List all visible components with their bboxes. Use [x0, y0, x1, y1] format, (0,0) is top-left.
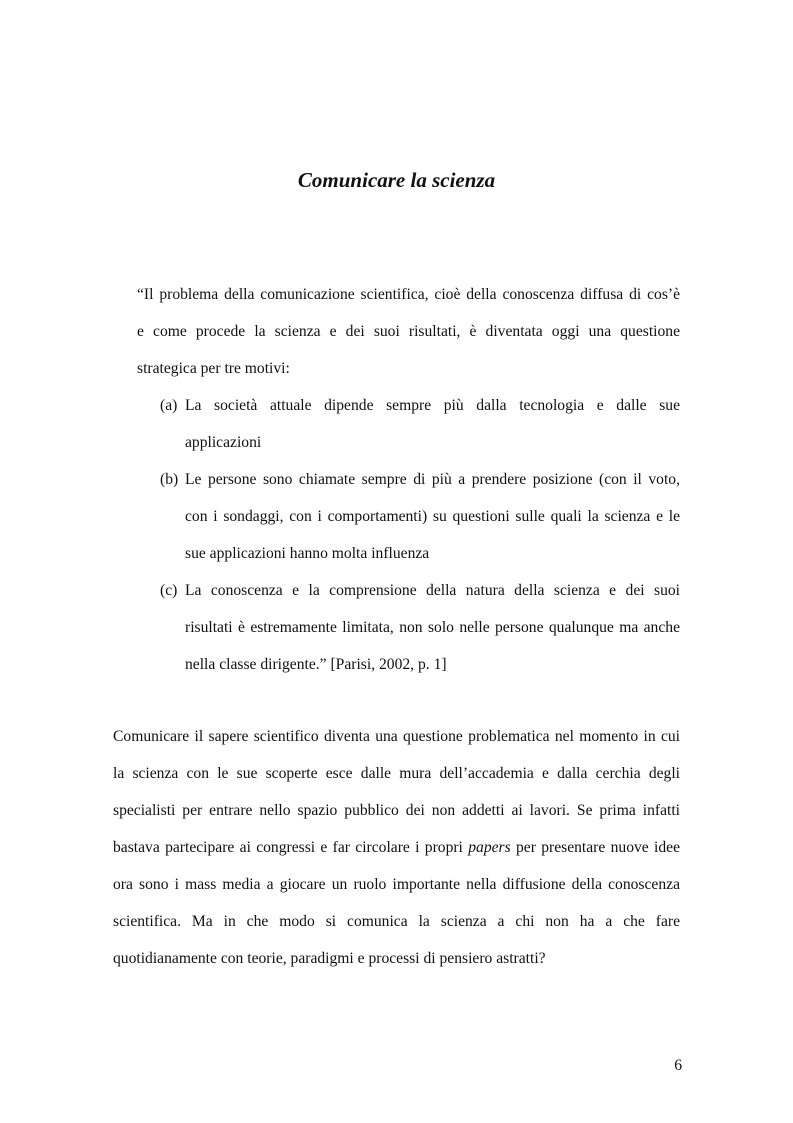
paragraph-line: quotidianamente con teorie, paradigmi e processi di pensiero astratti?	[113, 950, 546, 967]
paragraph-line: specialisti per entrare nello spazio pubblico dei non addetti ai lavori. Se prima infatti	[113, 802, 680, 819]
paragraph-line: Comunicare il sapere scientifico diventa una questione problematica nel momento in cui	[113, 728, 680, 745]
list-item-line: risultati è estremamente limitata, non solo nelle persone qualunque ma anche	[185, 619, 680, 636]
quote-line: e come procede la scienza e dei suoi risultati, è diventata oggi una questione	[137, 323, 680, 340]
list-item-line: applicazioni	[185, 434, 262, 451]
quote-line: “Il problema della comunicazione scientifica, cioè della conoscenza diffusa di cos’è	[137, 286, 680, 303]
list-item-line: con i sondaggi, con i comportamenti) su questioni sulle quali la scienza e le	[185, 508, 680, 525]
page-title: Comunicare la scienza	[297, 168, 496, 192]
paragraph-line: la scienza con le sue scoperte esce dalle mura dell’accademia e dalla cerchia degli	[113, 765, 680, 782]
paragraph-text: bastava partecipare ai congressi e far circolare i propri	[113, 839, 469, 856]
page-number: 6	[674, 1057, 682, 1074]
list-item-line: La conoscenza e la comprensione della natura della scienza e dei suoi	[185, 582, 680, 599]
paragraph-line: ora sono i mass media a giocare un ruolo importante nella diffusione della conoscenza	[113, 876, 680, 893]
list-item-line: nella classe dirigente.” [Parisi, 2002, p. 1]	[185, 656, 447, 673]
paragraph-line: scientifica. Ma in che modo si comunica la scienza a chi non ha a che fare	[113, 913, 680, 930]
quote-line: strategica per tre motivi:	[137, 360, 290, 377]
paragraph-text: per presentare nuove idee	[510, 839, 680, 856]
list-item-label: (c)	[160, 582, 178, 599]
list-item-label: (a)	[160, 397, 178, 414]
list-item-label: (b)	[160, 471, 179, 488]
list-item-line: La società attuale dipende sempre più dalla tecnologia e dalle sue	[185, 397, 680, 414]
list-item-line: sue applicazioni hanno molta influenza	[185, 545, 430, 562]
italic-term: papers	[468, 839, 511, 856]
list-item-line: Le persone sono chiamate sempre di più a prendere posizione (con il voto,	[185, 471, 680, 488]
paragraph-line	[113, 838, 680, 858]
